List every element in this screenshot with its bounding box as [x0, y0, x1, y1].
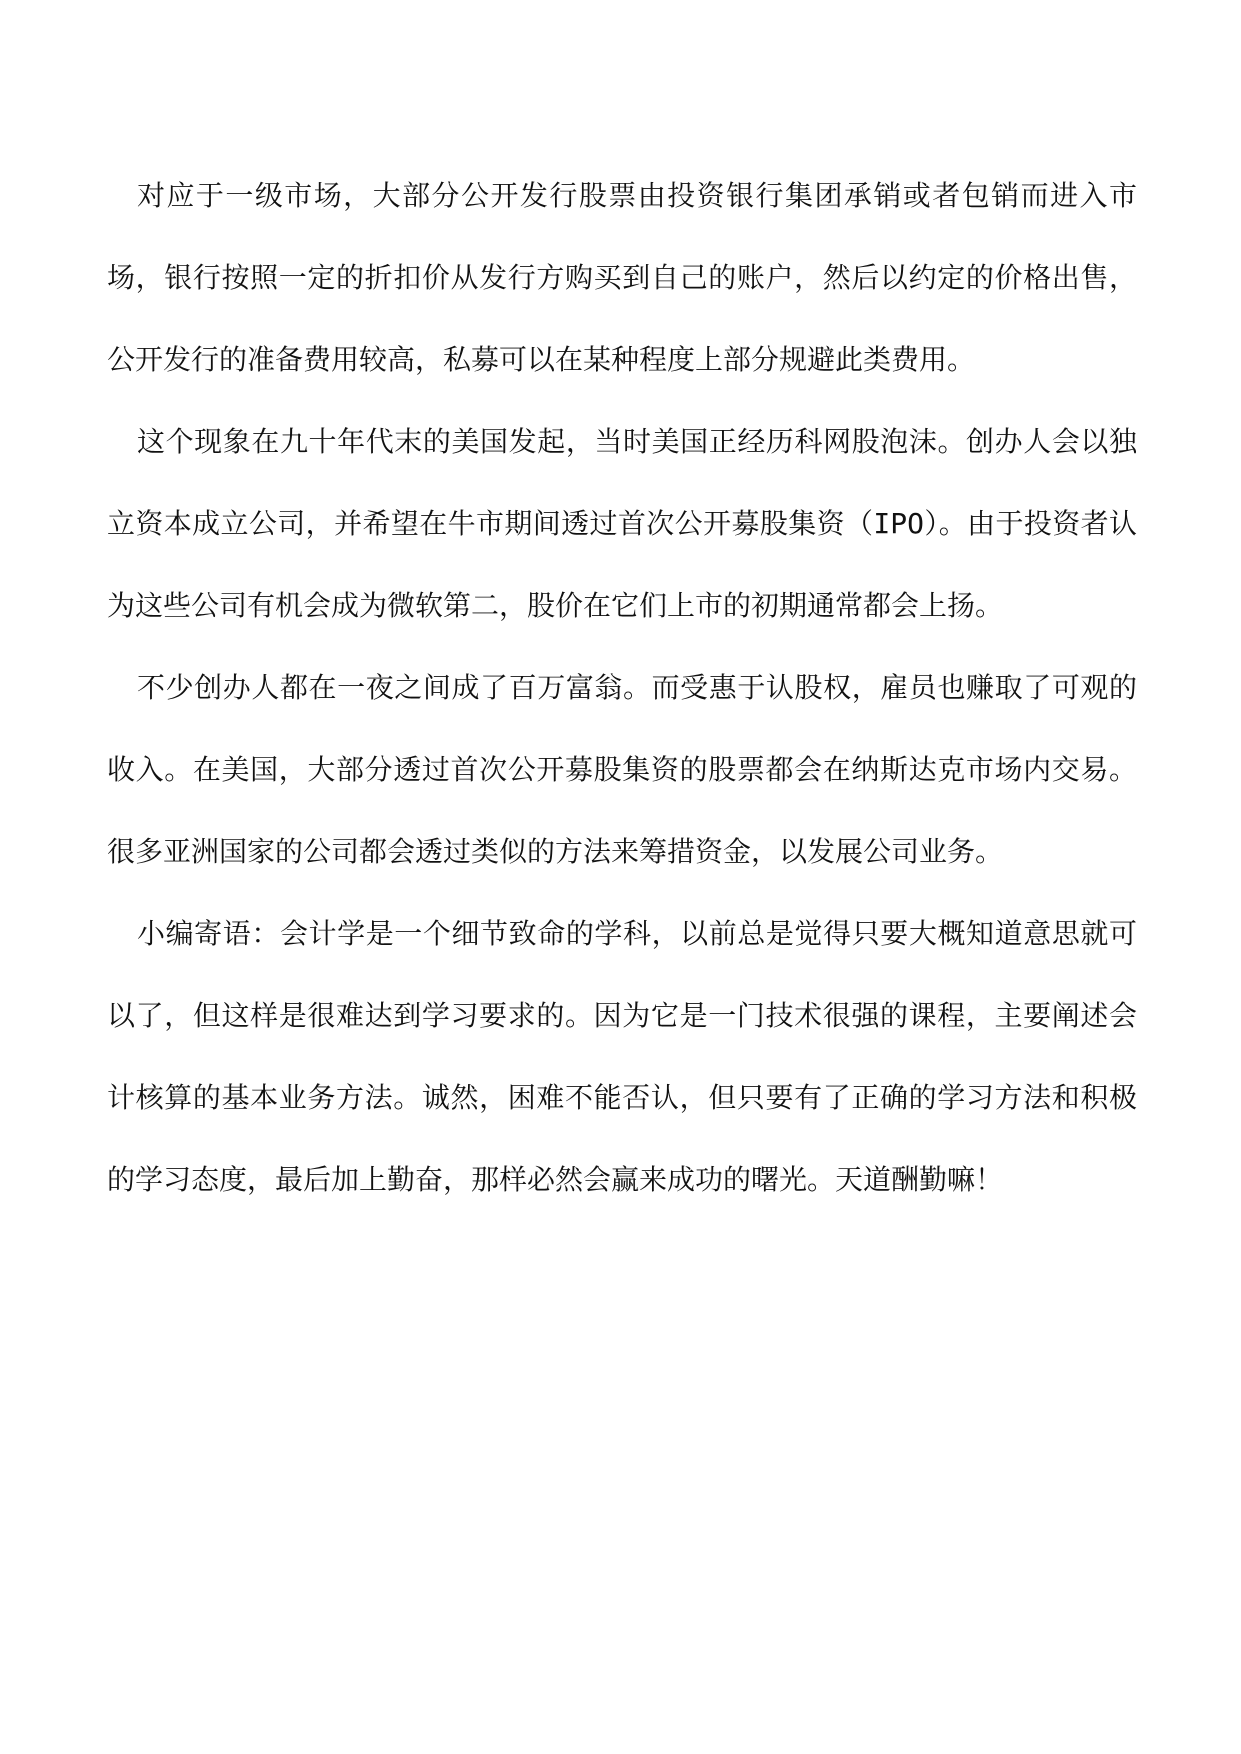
document-body	[107, 155, 1137, 1221]
paragraph-primary-market: 对应于一级市场，大部分公开发行股票由投资银行集团承销或者包销而进入市场，银行按照一定的折扣价从发行方购买到自己的账户，然后以约定的价格出售，公开发行的准备费用较高，私募可以在某种程度上部分规避此类费用。	[107, 179, 1137, 376]
paragraph-editor-note: 小编寄语：会计学是一个细节致命的学科，以前总是觉得只要大概知道意思就可以了，但这样是很难达到学习要求的。因为它是一门技术很强的课程，主要阐述会计核算的基本业务方法。诚然，困难不能否认，但只要有了正确的学习方法和积极的学习态度，最后加上勤奋，那样必然会赢来成功的曙光。天道酬勤嘛！	[107, 917, 1137, 1196]
paragraph-dotcom-bubble: 这个现象在九十年代末的美国发起，当时美国正经历科网股泡沫。创办人会以独立资本成立公司，并希望在牛市期间透过首次公开募股集资（IPO）。由于投资者认为这些公司有机会成为微软第二，股价在它们上市的初期通常都会上扬。	[107, 425, 1137, 622]
paragraph-millionaires: 不少创办人都在一夜之间成了百万富翁。而受惠于认股权，雇员也赚取了可观的收入。在美国，大部分透过首次公开募股集资的股票都会在纳斯达克市场内交易。很多亚洲国家的公司都会透过类似的方法来筹措资金，以发展公司业务。	[107, 671, 1137, 868]
